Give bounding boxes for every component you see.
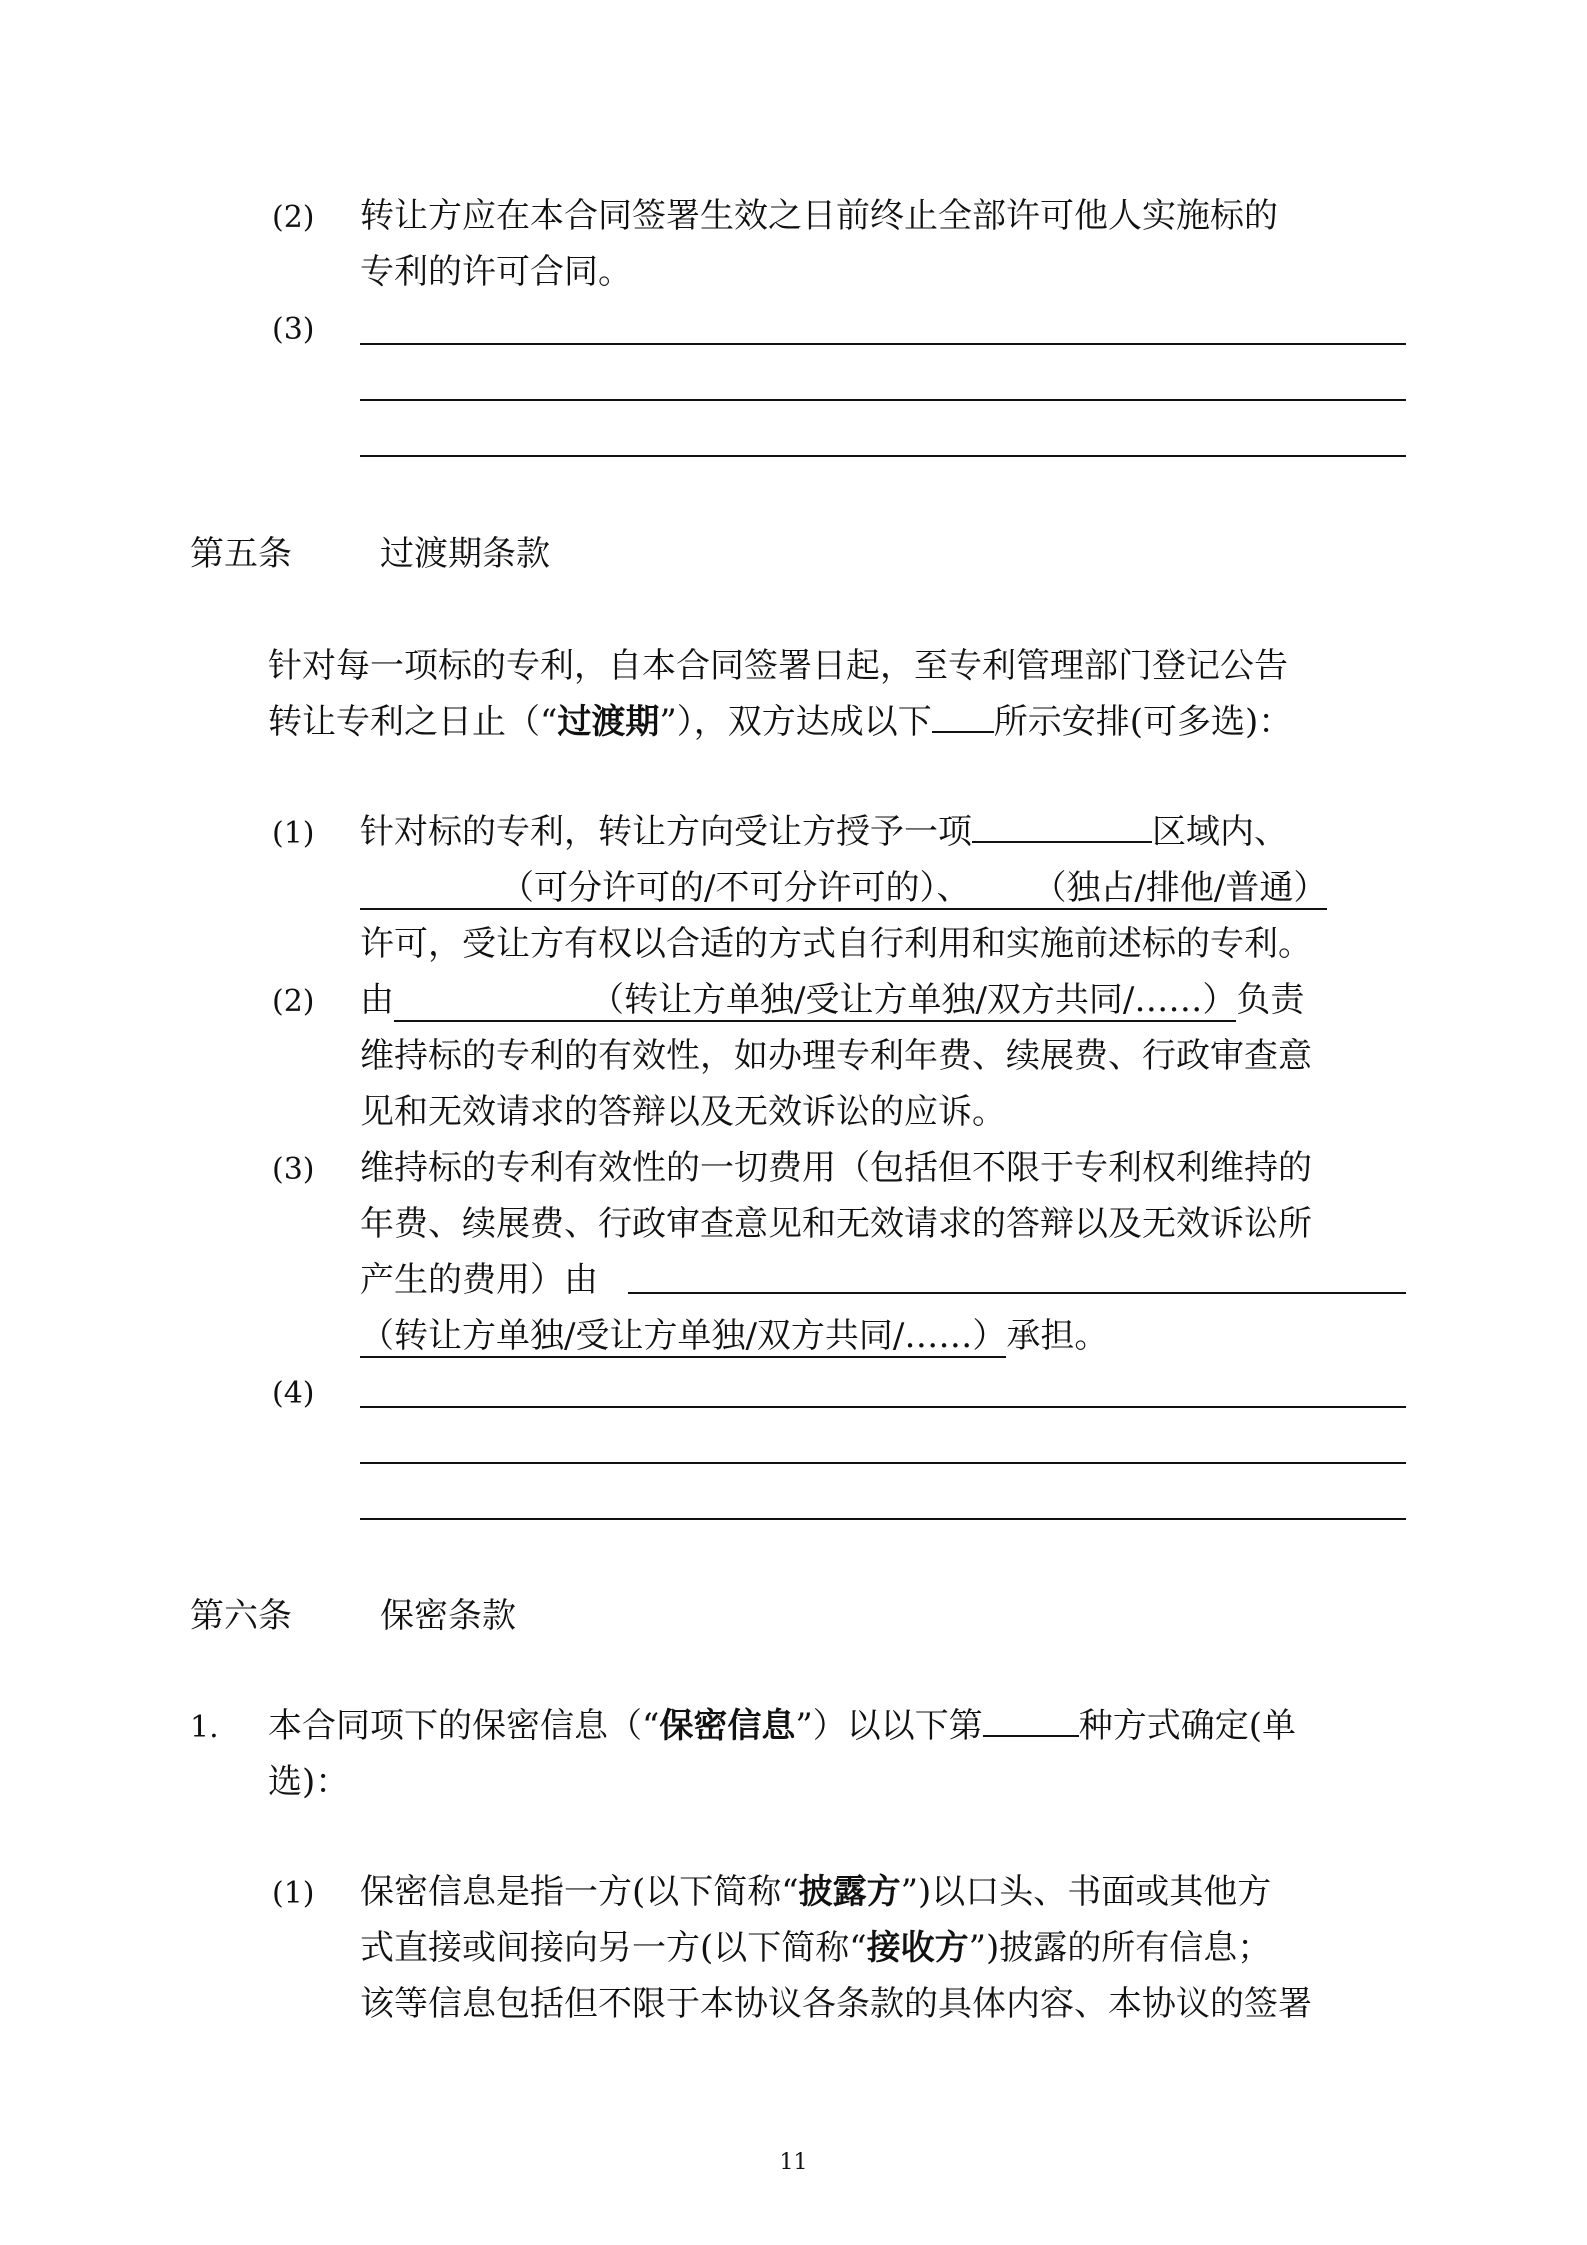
- item-number: (2): [272, 984, 315, 1019]
- blank-fill-line: [360, 1406, 1406, 1408]
- item-number: (3): [272, 312, 315, 347]
- paragraph-line: 维持标的专利的有效性，如办理专利年费、续展费、行政审查意: [360, 1036, 1312, 1076]
- clause-number: 1.: [190, 1710, 219, 1745]
- blank-fill-line: [360, 1462, 1406, 1464]
- paragraph-line: 见和无效请求的答辩以及无效诉讼的应诉。: [360, 1092, 1006, 1132]
- paragraph-line: 转让专利之日止（“过渡期”），双方达成以下 所示安排(可多选)：: [268, 702, 1293, 742]
- paragraph-line: 针对标的专利，转让方向受让方授予一项 区域内、: [360, 812, 1288, 852]
- blank-fill-line: [360, 1518, 1406, 1520]
- paragraph-line: 产生的费用）由: [360, 1260, 598, 1300]
- paragraph-line: 专利的许可合同。: [360, 252, 632, 292]
- blank-fill-line: [983, 1705, 1079, 1737]
- paragraph-line: 式直接或间接向另一方(以下简称“接收方”)披露的所有信息；: [360, 1928, 1272, 1968]
- section-title: 过渡期条款: [380, 534, 550, 574]
- paragraph-line: 选)：: [268, 1762, 350, 1802]
- item-number: (1): [272, 1876, 315, 1911]
- blank-fill-line: [628, 1292, 1406, 1294]
- blank-fill-line: [972, 811, 1152, 843]
- blank-fill-line: [932, 701, 994, 733]
- page-number: 11: [779, 2150, 808, 2175]
- paragraph-line: 年费、续展费、行政审查意见和无效请求的答辩以及无效诉讼所: [360, 1204, 1312, 1244]
- paragraph-line: 保密信息是指一方(以下简称“披露方”)以口头、书面或其他方: [360, 1872, 1272, 1912]
- paragraph-line: 许可，受让方有权以合适的方式自行利用和实施前述标的专利。: [360, 924, 1312, 964]
- blank-fill-line: [360, 399, 1406, 401]
- section-number: 第五条: [190, 534, 292, 574]
- item-number: (4): [272, 1376, 315, 1411]
- item-number: (2): [272, 200, 315, 235]
- item-number: (3): [272, 1152, 315, 1187]
- paragraph-line: 维持标的专利有效性的一切费用（包括但不限于专利权利维持的: [360, 1148, 1312, 1188]
- blank-fill-line: [360, 455, 1406, 457]
- paragraph-line: 该等信息包括但不限于本协议各条款的具体内容、本协议的签署: [360, 1984, 1312, 2024]
- section-number: 第六条: [190, 1596, 292, 1636]
- paragraph-line: 转让方应在本合同签署生效之日前终止全部许可他人实施标的: [360, 196, 1278, 236]
- paragraph-line: 本合同项下的保密信息（“保密信息”）以以下第 种方式确定(单: [268, 1706, 1297, 1746]
- section-title: 保密条款: [380, 1596, 516, 1636]
- paragraph-line: （可分许可的/不可分许可的）、 （独占/排他/普通）: [360, 866, 1327, 910]
- blank-fill-line: [360, 343, 1406, 345]
- paragraph-line: 针对每一项标的专利，自本合同签署日起，至专利管理部门登记公告: [268, 646, 1288, 686]
- paragraph-line: 由 （转让方单独/受让方单独/双方共同/……）负责: [360, 980, 1305, 1020]
- item-number: (1): [272, 816, 315, 851]
- paragraph-line: （转让方单独/受让方单独/双方共同/……）承担。: [360, 1316, 1109, 1356]
